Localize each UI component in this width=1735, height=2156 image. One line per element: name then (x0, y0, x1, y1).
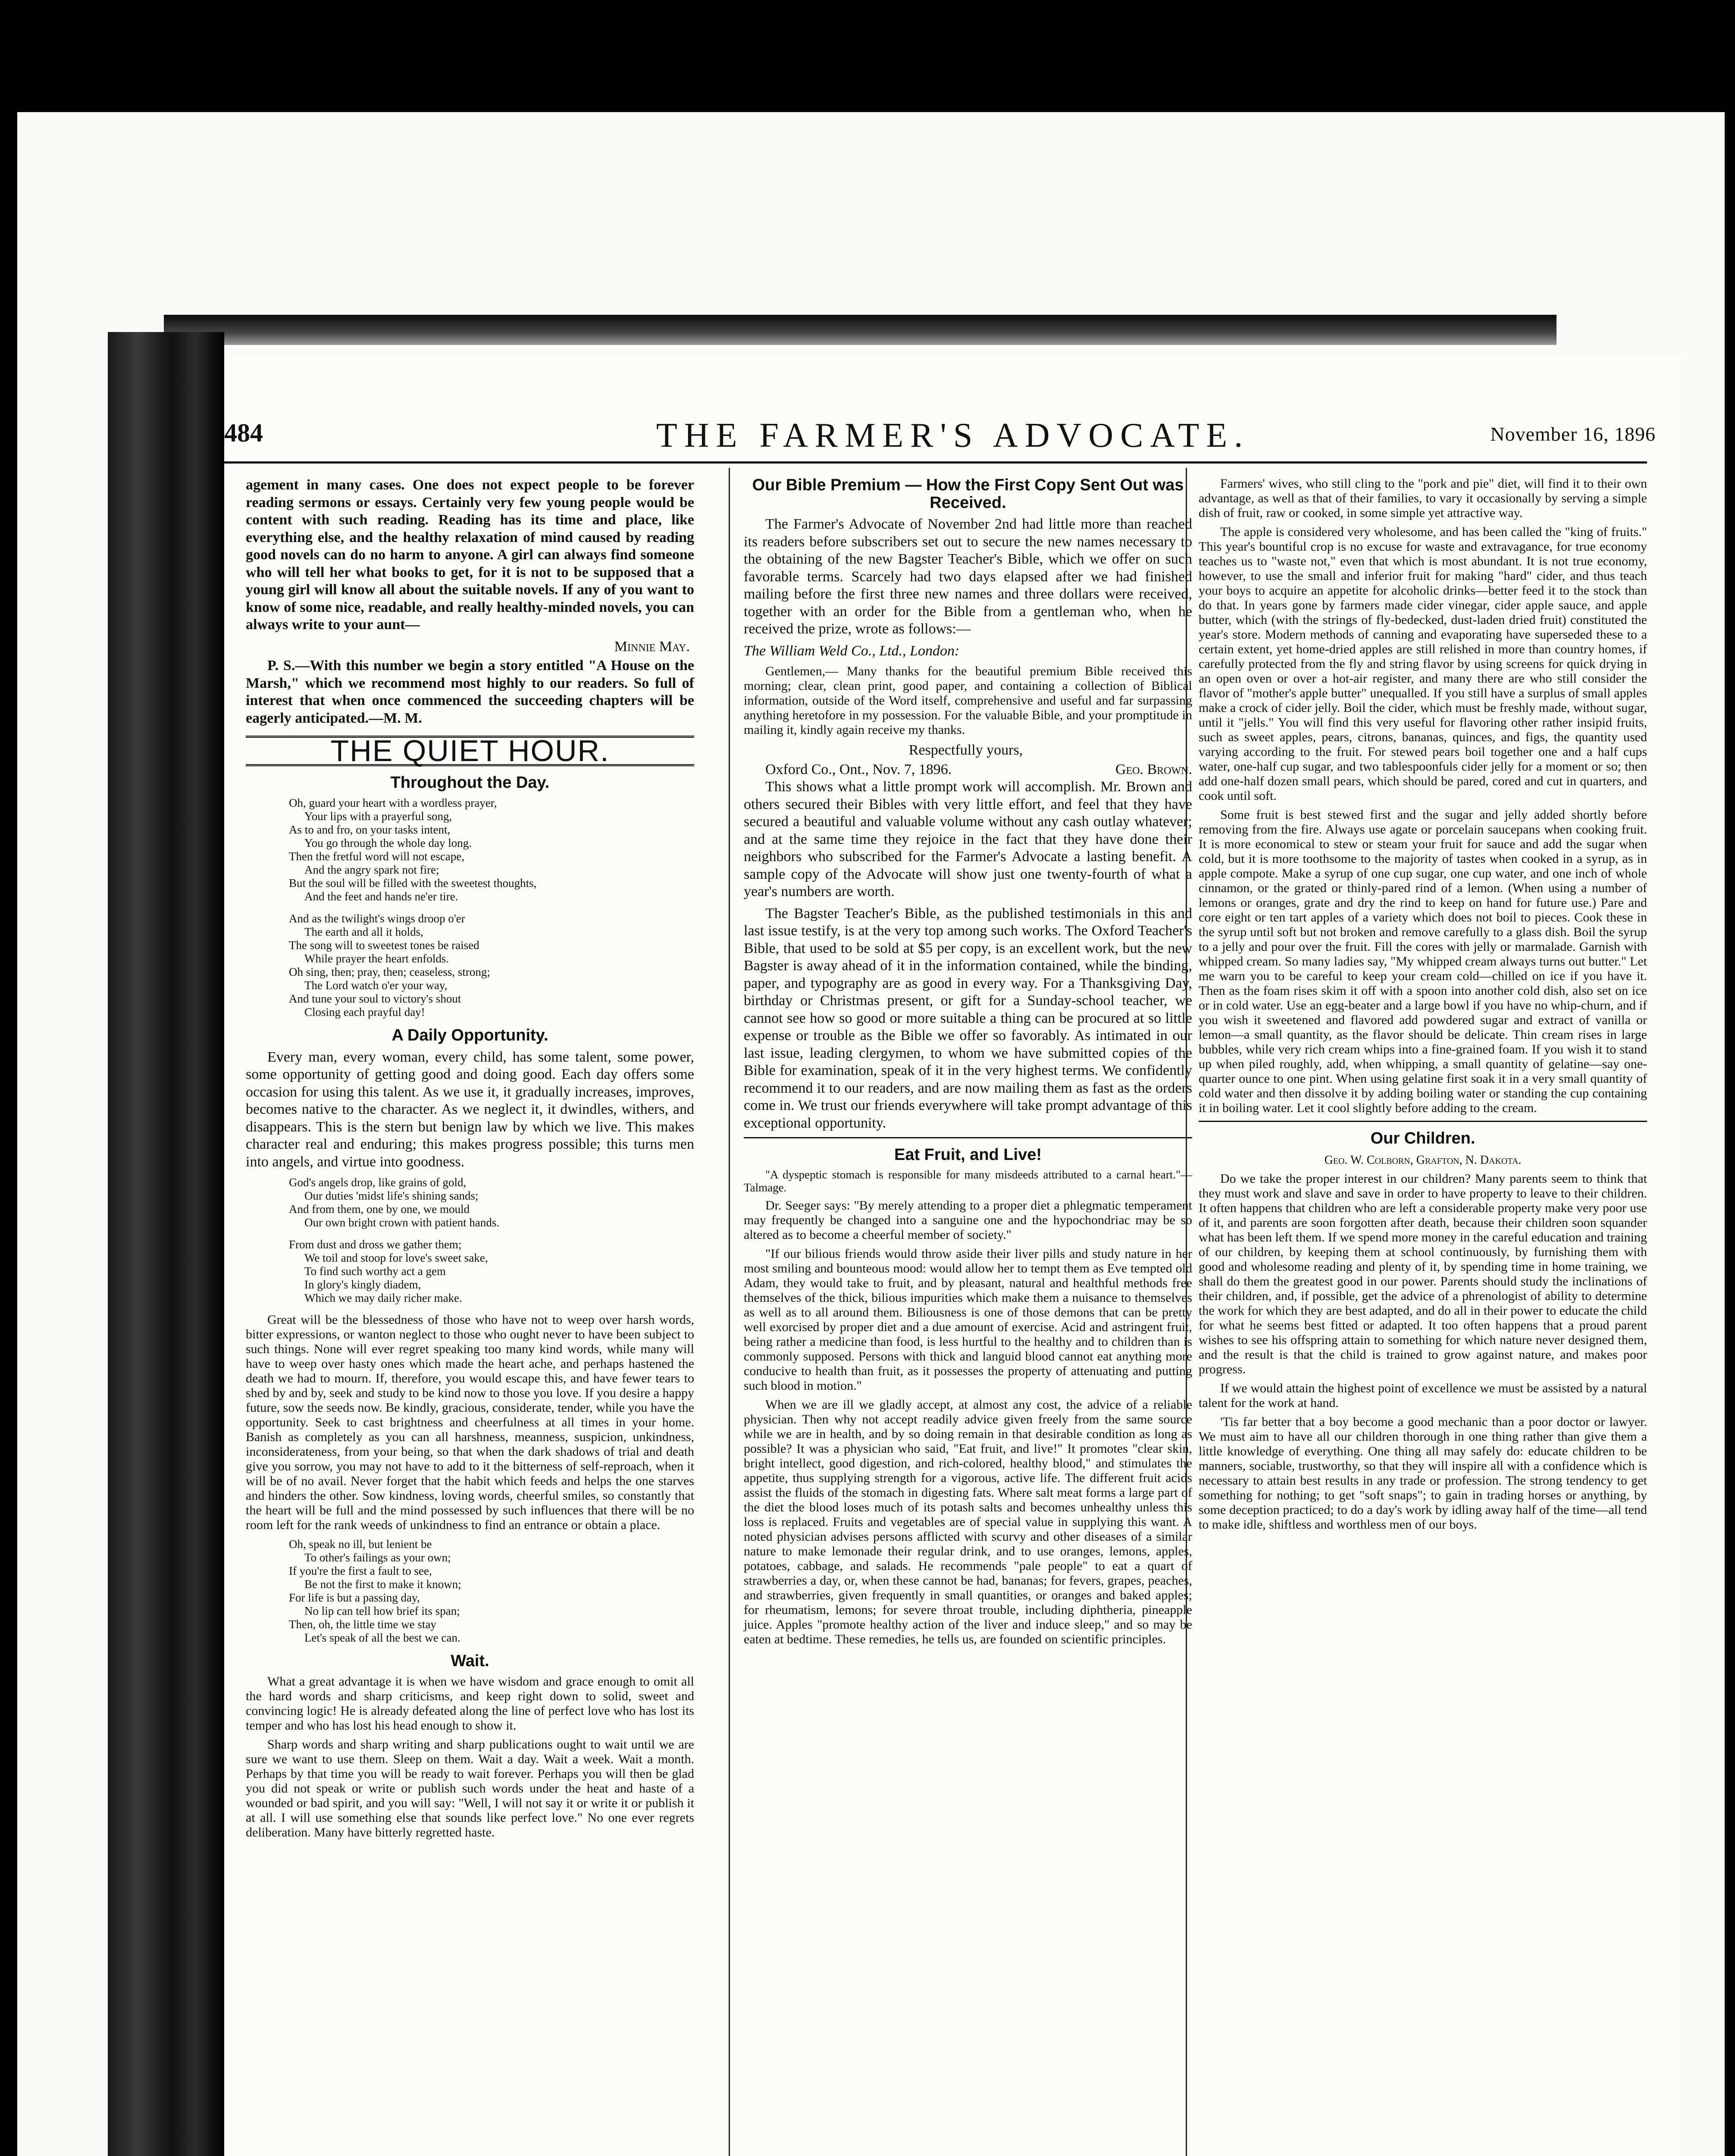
poem-line: Oh, speak no ill, but lenient be (289, 1538, 432, 1551)
poem-line: Be not the first to make it known; (304, 1578, 461, 1591)
epigraph: "A dyspeptic stomach is responsible for many misdeeds attributed to a carnal heart."—Talmage. (744, 1168, 1192, 1194)
title-bible-premium: Our Bible Premium — How the First Copy Sent Out was Received. (752, 476, 1184, 512)
poem-line: God's angels drop, like grains of gold, (289, 1176, 467, 1189)
title-daily-opportunity: A Daily Opportunity. (391, 1026, 548, 1044)
poem-line: If you're the first a fault to see, (289, 1564, 432, 1577)
poem-line: To other's failings as your own; (304, 1551, 451, 1564)
letter-addressee: The William Weld Co., Ltd., London: (744, 642, 960, 659)
poem-line: Then the fretful word will not escape, (289, 850, 465, 863)
column-left (246, 476, 694, 1844)
paragraph: Great will be the blessedness of those who have not to weep over harsh words, bitter expressions, or wanton neglect to those who ought never to have been subject to such things. None will ever regret speaking too many kind words, while many will have to weep over hasty ones which made the heart ache, and perhaps hastened the death we had to mourn. If, therefore, you would escape this, and have fewer tears to shed by and by, seek and study to be kind now to those you love. If you desire a happy future, sow the seeds now. Be kindly, gracious, considerate, tender, while you have the opportunity. Seek to cast brightness and cheerfulness at all times in your home. Banish as completely as you can all harshness, meanness, suspicion, unkindness, inconsiderateness, from your being, so that when the dark shadows of trial and death give you sorrow, you may not have to add to it the bitterness of self-reproach, when it will be of no avail. Never forget that the habit which feeds and helps the one starves and hinders the other. Sow kindness, loving words, cheerful smiles, so constantly that the heart will be full and the mind possessed by such influences that there will be no room left for the rank weeds of unkindness to find an entrance or obtain a place. (246, 1313, 694, 1532)
poem-line: Closing each prayful day! (304, 1006, 425, 1018)
title-wait: Wait. (451, 1652, 489, 1670)
poem-line: And tune your soul to victory's shout (289, 992, 461, 1005)
poem-line: You go through the whole day long. (304, 837, 472, 849)
poem-line: In glory's kingly diadem, (304, 1278, 421, 1291)
poem-line: The song will to sweetest tones be raised (289, 939, 479, 952)
intro-paragraph: agement in many cases. One does not expect people to be forever reading sermons or essays. Certainly very few young people would be content with such reading. Reading has its time and place, like everything else, and the healthy relaxation of mind caused by reading good novels can do no harm to anyone. A girl can always find someone who will tell her what books to get, for it is not to be supposed that a young girl will know all about the suitable novels. If any of you want to know of some nice, readable, and really healthy-minded novels, you can always write to your aunt— (246, 477, 694, 633)
poem-line: Your lips with a prayerful song, (304, 810, 452, 823)
poem-line: Let's speak of all the best we can. (304, 1631, 460, 1644)
paragraph: "If our bilious friends would throw aside their liver pills and study nature in her most smiling and bounteous mood: would allow her to tempt them as Eve tempted old Adam, they would take to fruit, and by pleasant, natural and healthful methods free themselves of the thick, bilious impurities which make them a nuisance to themselves as well as to all around them. Biliousness is one of those demons that can be pretty well exorcised by proper diet and a due amount of exercise. Acid and astringent fruit, being rather a medicine than food, is less hurtful to the healthy and to children than is commonly supposed. Persons with thick and languid blood cannot eat anything more conducive to health than fruit, as it possesses the property of attenuating and putting such blood in motion." (744, 1246, 1192, 1393)
signature-minnie-may: Minnie May. (614, 638, 690, 655)
letter-body: Gentlemen,— Many thanks for the beautiful premium Bible received this morning; clear, clean print, good paper, and containing a collection of Biblical information, outside of the Word itself, comprehensive and useful and far surpassing anything heretofore in my possession. For the valuable Bible, and your promptitude in mailing it, kindly again receive my thanks. (744, 664, 1192, 737)
paragraph: Some fruit is best stewed first and the sugar and jelly added shortly before removing from the fire. Always use agate or porcelain saucepans when cooking fruit. It is more economical to stew or steam your fruit for sauce and add the sugar when cold, but it is more toothsome to the majority of tastes when cooked in a syrup, as in apple compote. Make a syrup of one cup sugar, one cup water, and one inch of whole cinnamon, or the grated or thinly-pared rind of a lemon. (When using a number of lemons or oranges, grate and dry the rind to keep on hand for future use.) Pare and core eight or ten tart apples of a variety which does not boil to pieces. Cook these in the syrup until soft but not broken and remove carefully to a glass dish. Boil the syrup to a jelly and pour over the fruit. Fill the cores with jelly or marmalade. Garnish with whipped cream. So many ladies say, "My whipped cream always turns out butter." Let me warn you to be careful to keep your cream cold—chilled on ice if you have it. Then as the foam rises skim it off with a spoon into another cold dish, also set on ice or in cold water. Use an egg-beater and a large bowl if you have no whip-churn, and if you wish it sweetened and flavored add powdered sugar and extract of vanilla or lemon—a small quantity, as the flavor should be delicate. Thin cream rises in large bubbles, while very rich cream whips into a fine-grained foam. If you wish it to stand up when piled roughly, add, when whipping, a small quantity of gelatine—say one-quarter ounce to one pint. When using gelatine first soak it in a very small quantity of cold water and then dissolve it by adding boiling water or standing the cup containing it in boiling water. Let it cool slightly before adding to the cream. (1199, 808, 1647, 1115)
paragraph: Farmers' wives, who still cling to the "pork and pie" diet, will find it to their own advantage, as well as that of their families, to vary it occasionally by serving a simple dish of fruit, raw or cooked, in some simple yet attractive way. (1199, 476, 1647, 520)
paragraph: The Farmer's Advocate of November 2nd had little more than reached its readers before subscribers set out to secure the new names necessary to the obtaining of the new Bagster Teacher's Bible, which we offer on such favorable terms. Scarcely had two days elapsed after we had finished mailing before the first three new names and three dollars were received, together with an order for the Bible from a gentleman who, when he received the prize, wrote as follows:— (744, 516, 1192, 637)
poem-line: Oh sing, then; pray, then; ceaseless, strong; (289, 965, 490, 978)
section-quiet-hour: THE QUIET HOUR. (246, 736, 694, 766)
paragraph: What a great advantage it is when we have wisdom and grace enough to omit all the hard words and sharp criticisms, and keep right down to solid, sweet and convincing logic! He is already defeated along the line of perfect love who has lost its temper and who has lost his head enough to show it. (246, 1674, 694, 1733)
paragraph: 'Tis far better that a boy become a good mechanic than a poor doctor or lawyer. We must aim to have all our children thorough in one thing rather than give them a little knowledge of everything. One thing all may safely do: educate children to be manners, sociable, trustworthy, so that they will inspire all with a confidence which is necessary to attain best results in any trade or profession. The strong tendency to get something for nothing; to get "soft snaps"; to gain in trading horses or anything, by some deception practiced; to do a day's work by idling away half of the time—all tend to make idle, shiftless and worthless men of our boys. (1199, 1415, 1647, 1532)
poem-line: While prayer the heart enfolds. (304, 952, 449, 965)
paragraph: Every man, every woman, every child, has some talent, some power, some opportunity of getting good and doing good. Each day offers some occasion for using this talent. As we use it, it gradually increases, improves, becomes native to the character. As we neglect it, it dwindles, withers, and disappears. This is the stern but benign law by which we live. This makes character real and enduring; this makes progress possible; this turns men into angels, and virtue into goodness. (246, 1049, 694, 1170)
poem-throughout-the-day (289, 796, 694, 1019)
poem-line: For life is but a passing day, (289, 1591, 420, 1604)
title-eat-fruit: Eat Fruit, and Live! (894, 1146, 1042, 1164)
paragraph: If we would attain the highest point of excellence we must be assisted by a natural talent for the work at hand. (1199, 1381, 1647, 1410)
poem-line: Oh, guard your heart with a wordless prayer, (289, 796, 497, 809)
poem-line: And the angry spark not fire; (304, 863, 439, 876)
letter-closing: Respectfully yours, (908, 742, 1023, 758)
header-rule (224, 461, 1647, 464)
letter-dateline (744, 761, 1192, 779)
poem-line: And the feet and hands ne'er tire. (304, 890, 458, 903)
poem-line: And from them, one by one, we mould (289, 1203, 470, 1216)
byline: Geo. W. Colborn, Grafton, N. Dakota. (1324, 1153, 1522, 1167)
poem-line: From dust and dross we gather them; (289, 1238, 462, 1251)
poem-line: No lip can tell how brief its span; (304, 1604, 460, 1617)
column-divider (729, 468, 730, 2156)
postscript: P. S.—With this number we begin a story entitled "A House on the Marsh," which we recommend most highly to our readers. So full of interest that when once commenced the succeeding chapters will be eagerly anticipated.—M. M. (246, 658, 694, 726)
paragraph: The Bagster Teacher's Bible, as the published testimonials in this and last issue testify, is at the very top among such works. The Oxford Teacher's Bible, that used to be sold at $5 per copy, is an excellent work, but the new Bagster is away ahead of it in the information contained, while the binding, paper, and typography are as good in every way. For a Thanksgiving Day, birthday or Christmas present, or gift for a Sunday-school teacher, we cannot see how so good or more suitable a thing can be procured at so little expense or trouble as the Bible we offer so favorably. As intimated in our last issue, leading clergymen, to whom we have submitted copies of the Bible for examination, speak of it in the very highest terms. We confidently recommend it to our readers, and are now mailing them as fast as the orders come in. We trust our friends everywhere will take prompt advantage of this exceptional opportunity. (744, 905, 1192, 1131)
section-rule (744, 1137, 1192, 1138)
column-middle (744, 476, 1192, 1651)
letter-place-date: Oxford Co., Ont., Nov. 7, 1896. (765, 761, 952, 777)
newspaper-page (224, 354, 1682, 2156)
paragraph: Dr. Seeger says: "By merely attending to a proper diet a phlegmatic temperament may frequently be changed into a sanguine one and the hypochondriac may be so altered as to become a cheerful member of society." (744, 1198, 1192, 1242)
masthead: THE FARMER'S ADVOCATE. (656, 417, 1250, 454)
poem-line: And as the twilight's wings droop o'er (289, 912, 465, 925)
column-right (1199, 476, 1647, 1536)
letter-signer: Geo. Brown. (1115, 761, 1192, 777)
poem-gods-angels (289, 1176, 694, 1305)
title-our-children: Our Children. (1370, 1129, 1475, 1147)
poem-speak-no-ill (289, 1538, 694, 1645)
paragraph: Sharp words and sharp writing and sharp publications ought to wait until we are sure we want to use them. Sleep on them. Wait a day. Wait a week. Wait a month. Perhaps by that time you will be ready to wait forever. Perhaps you will then be glad you did not speak or write or publish such words under the heat and haste of a wounded or bad spirit, and you will say: "Well, I will not say it or write it or publish it at all. I will use something else that sounds like perfect love." No one ever regrets deliberation. Many have bitterly regretted haste. (246, 1737, 694, 1839)
poem-line: Our duties 'midst life's shining sands; (304, 1189, 479, 1202)
stanza-gap (289, 1229, 694, 1238)
scanner-border (0, 0, 1735, 129)
poem-line: The earth and all it holds, (304, 925, 423, 938)
paragraph: This shows what a little prompt work will accomplish. Mr. Brown and others secured their Bibles with very little effort, and feel that they have secured a beautiful and valuable volume without any cash outlay whatever; and at the same time they rejoice in the fact that they have done their neighbors who subscribed for the Farmer's Advocate a lasting benefit. A sample copy of the Advocate will show just one twenty-fourth of what a year's numbers are worth. (744, 779, 1192, 899)
poem-line: As to and fro, on your tasks intent, (289, 823, 451, 836)
title-throughout-the-day: Throughout the Day. (390, 773, 550, 792)
page-number: 484 (224, 419, 263, 447)
paragraph: When we are ill we gladly accept, at almost any cost, the advice of a reliable physician. Then why not accept readily advice given freely from the same source while we are in health, and by so doing remain in that desirable condition as long as possible? It was a physician who said, "Eat fruit, and live!" It promotes "clear skin, bright intellect, good digestion, and rich-colored, healthy blood," and stimulates the appetite, thus supplying strength for a vigorous, active life. The different fruit acids assist the fluids of the stomach in digesting fats. Where salt meat forms a large part of the diet the blood loses much of its potash salts and becomes unhealthy unless this loss is replaced. Fruits and vegetables are of special value in supplying this want. A noted physician advises persons afflicted with scurvy and other diseases of a similar nature to make lemonade their regular drink, and to use oranges, lemons, apples, potatoes, cabbage, and salads. He recommends "pale people" to eat a quart of strawberries a day, or, when these cannot be had, bananas; for fevers, grapes, peaches, and strawberries, given frequently in small quantities, or oranges and baked apples; for rheumatism, lemons; for severe throat trouble, including diphtheria, pineapple juice. Apples "promote healthy action of the liver and induce sleep," and so may be eaten at bedtime. These remedies, he tells us, are founded on scientific principles. (744, 1397, 1192, 1646)
stanza-gap (289, 903, 694, 912)
paragraph: The apple is considered very wholesome, and has been called the "king of fruits." This year's bountiful crop is no excuse for waste and extravagance, for true economy teaches us to "waste not," even that which is most abundant. It is not true economy, however, to use the small and inferior fruit for making "hard" cider, and thus teach your boys to acquire an appetite for alcoholic drinks—better feed it to the stock than do that. In years gone by farmers made cider vinegar, cider apple sauce, and apple butter, which (with the strings of fly-bedecked, dust-laden dried fruit) constituted the year's store. Modern methods of canning and evaporating have superseded these to a certain extent, yet home-dried apples are still relished in more than country homes, if carefully protected from the fly and string flavor by using screens for quick drying in an open oven or over a hot-air register, and many there are who still consider the flavor of "mother's apple butter" unequalled. If you still have a surplus of small apples make a crock of cider jelly. Boil the cider, which must be freshly made, without sugar, until it "jells." You will find this very useful for flavoring other rather insipid fruits, such as sweet apples, pears, citrons, bananas, quinces, and figs, the quantity used varying according to the fruit. For stewed pears boil together one and a half cups water, one-half cup sugar, and two tablespoonfuls cider jelly for a moment or so; then add one-half dozen small pears, which should be pared, cored and cut in quarters, and cook until soft. (1199, 525, 1647, 803)
poem-line: To find such worthy act a gem (304, 1265, 446, 1278)
poem-line: Then, oh, the little time we stay (289, 1618, 436, 1631)
page-header (224, 418, 1682, 457)
binding-shadow (164, 315, 1556, 345)
poem-line: We toil and stoop for love's sweet sake, (304, 1251, 488, 1264)
section-rule (1199, 1121, 1647, 1122)
poem-line: Which we may daily richer make. (304, 1291, 462, 1304)
paragraph: Do we take the proper interest in our children? Many parents seem to think that they must work and slave and save in order to have property to leave to their children. It often happens that children who are left a considerable property make very poor use of it, and parents are soon forgotten after death, because their children soon squander what has been left them. If we spend more money in the careful education and training of our children, by keeping them at school continuously, by furnishing them with good and wholesome reading and plenty of it, by spending time in home training, we shall do them the greatest good in our power. Parents should study the inclinations of their children, and, if possible, get the advice of a phrenologist of ability to determine the work for which they are best adapted, and do all in their power to educate the child for what he seems best fitted or adapted. It too often happens that a proud parent wishes to see his offspring attain to something for which nature never designed them, and the result is that the child is trained to grow against nature, and makes poor progress. (1199, 1172, 1647, 1376)
poem-line: Our own bright crown with patient hands. (304, 1216, 500, 1229)
poem-line: The Lord watch o'er your way, (304, 979, 448, 992)
poem-line: But the soul will be filled with the sweetest thoughts, (289, 877, 537, 890)
book-binding (108, 332, 224, 2156)
issue-date: November 16, 1896 (1490, 423, 1656, 445)
